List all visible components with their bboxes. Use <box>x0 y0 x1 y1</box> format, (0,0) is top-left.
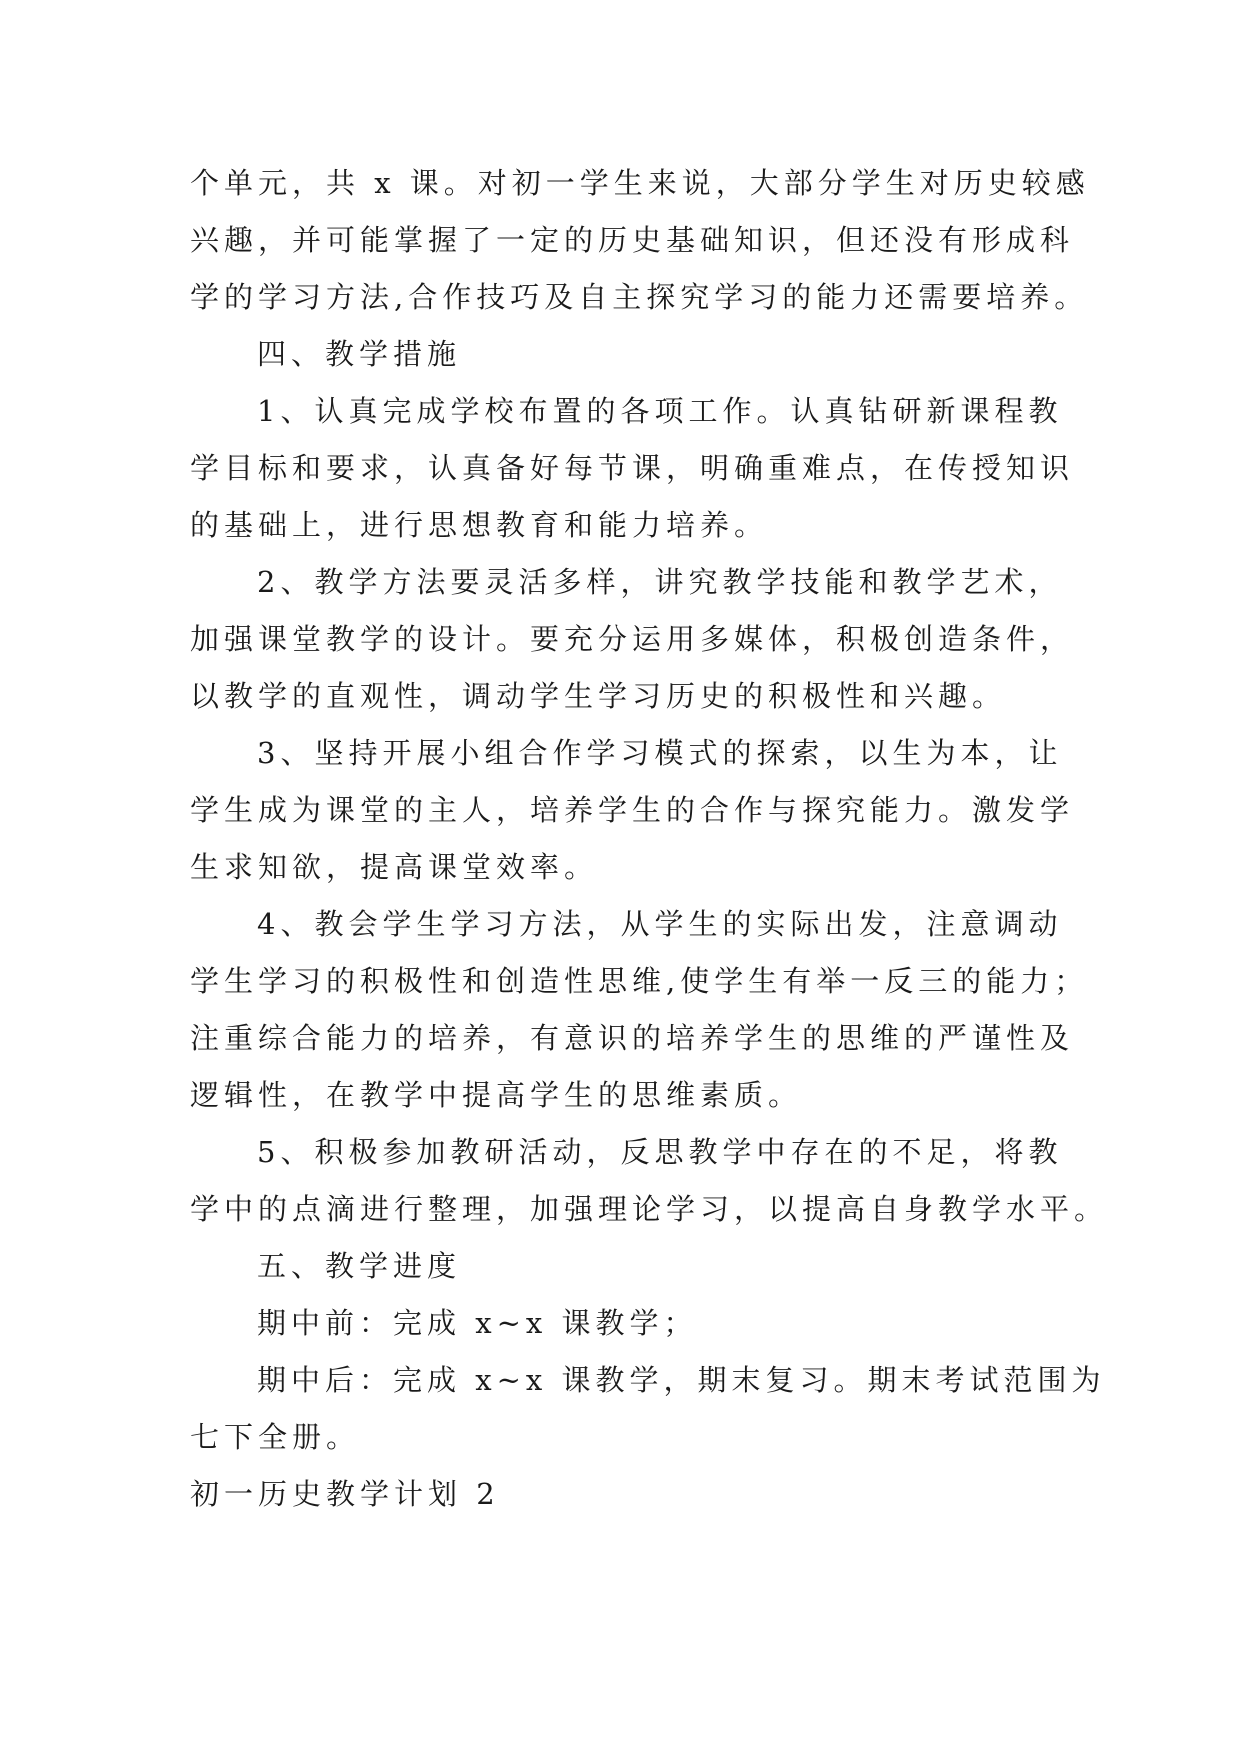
paragraph-line: 学生学习的积极性和创造性思维,使学生有举一反三的能力； <box>190 964 1089 998</box>
paragraph-line: 七下全册。 <box>190 1420 361 1454</box>
paragraph-line: 学目标和要求，认真备好每节课，明确重难点，在传授知识 <box>190 451 1075 485</box>
paragraph-line: 生求知欲，提高课堂效率。 <box>190 850 599 884</box>
paragraph-line: 5、积极参加教研活动，反思教学中存在的不足，将教 <box>257 1135 1063 1169</box>
paragraph-line: 1、认真完成学校布置的各项工作。认真钻研新课程教 <box>257 394 1063 428</box>
document-title: 初一历史教学计划 2 <box>190 1477 500 1511</box>
paragraph-line: 以教学的直观性，调动学生学习历史的积极性和兴趣。 <box>190 679 1007 713</box>
section-heading: 五、教学进度 <box>257 1249 462 1283</box>
paragraph-line: 逻辑性，在教学中提高学生的思维素质。 <box>190 1078 803 1112</box>
paragraph-line: 注重综合能力的培养，有意识的培养学生的思维的严谨性及 <box>190 1021 1075 1055</box>
paragraph-line: 3、坚持开展小组合作学习模式的探索，以生为本，让 <box>257 736 1063 770</box>
paragraph-line: 的基础上，进行思想教育和能力培养。 <box>190 508 769 542</box>
paragraph-line: 个单元，共 x 课。对初一学生来说，大部分学生对历史较感 <box>190 166 1090 200</box>
paragraph-line: 4、教会学生学习方法，从学生的实际出发，注意调动 <box>257 907 1063 941</box>
section-heading: 四、教学措施 <box>257 337 462 371</box>
paragraph-line: 期中前：完成 x~x 课教学； <box>257 1306 698 1340</box>
paragraph-line: 期中后：完成 x~x 课教学，期末复习。期末考试范围为 <box>257 1363 1106 1397</box>
paragraph-line: 学的学习方法,合作技巧及自主探究学习的能力还需要培养。 <box>190 280 1089 314</box>
paragraph-line: 兴趣，并可能掌握了一定的历史基础知识，但还没有形成科 <box>190 223 1075 257</box>
paragraph-line: 2、教学方法要灵活多样，讲究教学技能和教学艺术， <box>257 565 1063 599</box>
paragraph-line: 加强课堂教学的设计。要充分运用多媒体，积极创造条件， <box>190 622 1075 656</box>
paragraph-line: 学生成为课堂的主人，培养学生的合作与探究能力。激发学 <box>190 793 1075 827</box>
paragraph-line: 学中的点滴进行整理，加强理论学习，以提高自身教学水平。 <box>190 1192 1109 1226</box>
